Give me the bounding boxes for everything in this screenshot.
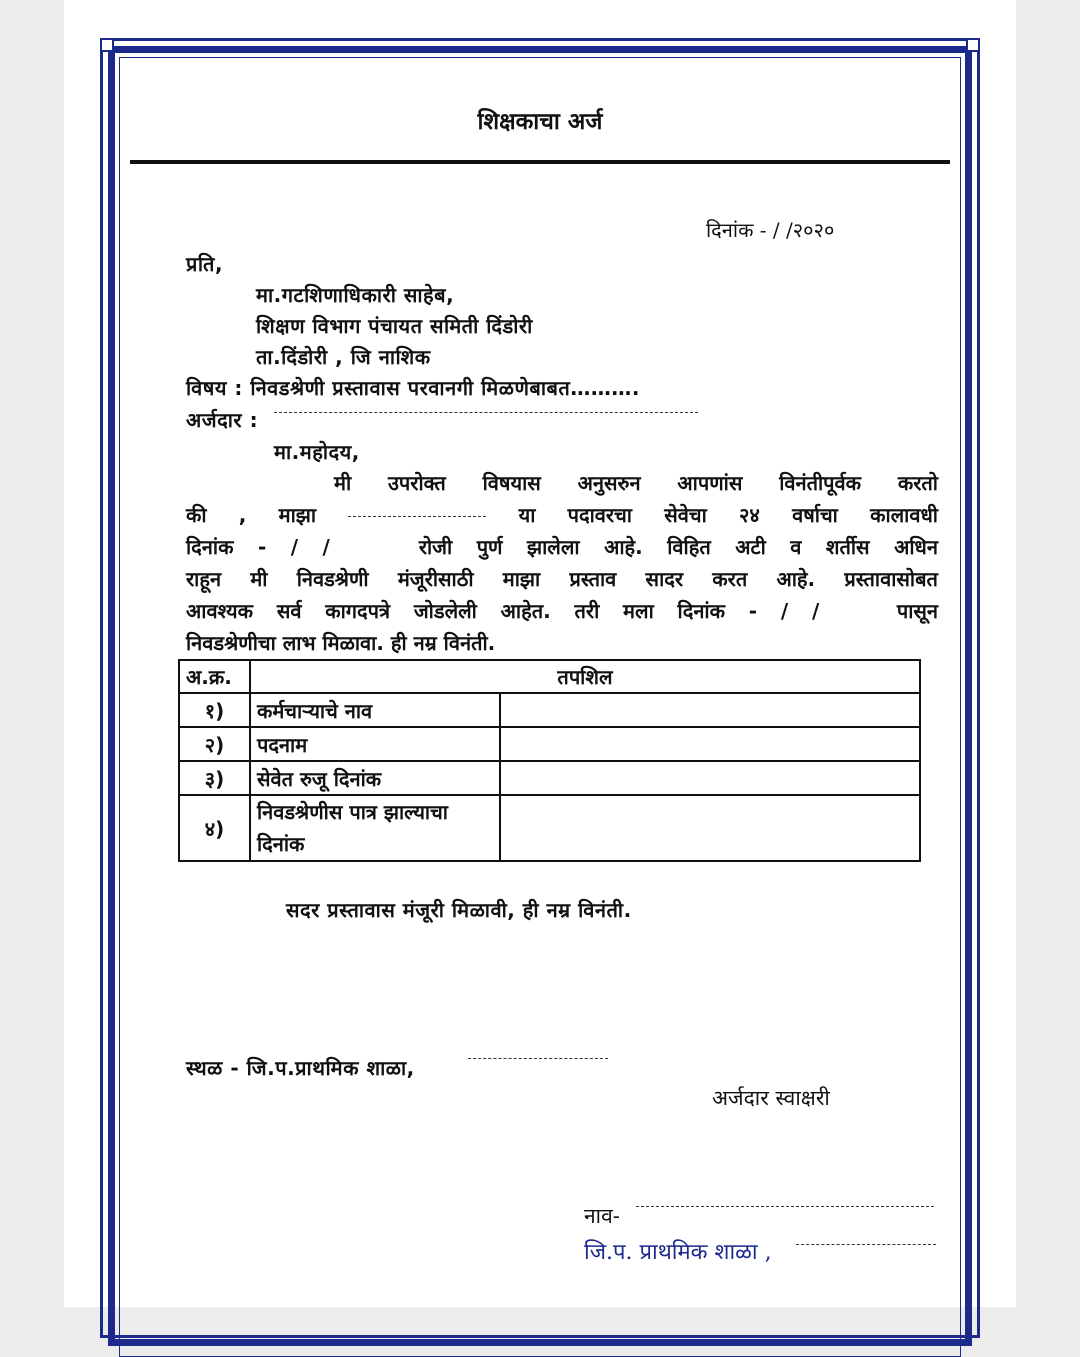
body-paragraph xyxy=(186,467,938,659)
row-value-field[interactable] xyxy=(500,693,920,727)
table-row xyxy=(179,727,920,761)
table-header-details: तपशिल xyxy=(250,660,920,693)
post-name-blank xyxy=(348,499,486,517)
applicant-label: अर्जदार : xyxy=(186,408,259,432)
row-number: १) xyxy=(179,693,250,727)
applicant-blank xyxy=(274,412,698,413)
body-line-1: मी उपरोक्त विषयास अनुसरुन आपणांस विनंतीपूर्वक करतो xyxy=(334,471,938,495)
recipient-line-2: शिक्षण विभाग पंचायत समिती दिंडोरी xyxy=(256,314,533,338)
table-row xyxy=(179,795,920,861)
greeting: मा.महोदय, xyxy=(274,440,360,464)
applicant-signature-label: अर्जदार स्वाक्षरी xyxy=(712,1086,830,1110)
row-label: निवडश्रेणीस पात्र झाल्याचा दिनांक xyxy=(250,795,500,861)
recipient-line-3: ता.दिंडोरी , जि नाशिक xyxy=(256,345,431,369)
row-label: पदनाम xyxy=(250,727,500,761)
recipient-line-1: मा.गटशिणाधिकारी साहेब, xyxy=(256,283,455,307)
date-line: दिनांक - / /२०२० xyxy=(706,218,835,242)
title-underline xyxy=(130,160,950,164)
school-name-blank xyxy=(796,1244,936,1245)
details-table xyxy=(178,659,921,862)
name-blank xyxy=(636,1206,934,1207)
table-row xyxy=(179,761,920,795)
row-number: २) xyxy=(179,727,250,761)
body-line-3: दिनांक - / / रोजी पुर्ण झालेला आहे. विहित अटी व शर्तीस अधिन xyxy=(186,535,938,559)
document-title: शिक्षकाचा अर्ज xyxy=(477,109,603,135)
row-value-field[interactable] xyxy=(500,727,920,761)
border-corner-top-left xyxy=(100,38,114,52)
body-line-5: आवश्यक सर्व कागदपत्रे जोडलेली आहेत. तरी मला दिनांक - / / पासून xyxy=(186,599,938,623)
row-number: ४) xyxy=(179,795,250,861)
salutation-to: प्रति, xyxy=(186,252,224,276)
body-line-2: की , माझा या पदावरचा सेवेचा २४ वर्षाचा कालावधी xyxy=(186,499,938,531)
body-line-6: निवडश्रेणीचा लाभ मिळावा. ही नम्र विनंती. xyxy=(186,631,496,655)
name-label: नाव- xyxy=(584,1204,620,1228)
row-label: सेवेत रुजू दिनांक xyxy=(250,761,500,795)
closing-request: सदर प्रस्तावास मंजूरी मिळावी, ही नम्र विनंती. xyxy=(286,898,632,922)
row-value-field[interactable] xyxy=(500,761,920,795)
row-label: कर्मचाऱ्याचे नाव xyxy=(250,693,500,727)
body-line-4: राहून मी निवडश्रेणी मंजूरीसाठी माझा प्रस्ताव सादर करत आहे. प्रस्तावासोबत xyxy=(186,567,938,591)
row-value-field[interactable] xyxy=(500,795,920,861)
subject-line: विषय : निवडश्रेणी प्रस्तावास परवानगी मिळणेबाबत………. xyxy=(186,376,640,400)
school-name-label: जि.प. प्राथमिक शाळा , xyxy=(584,1240,772,1265)
table-header-row xyxy=(179,660,920,693)
border-corner-top-right xyxy=(966,38,980,52)
place-label: स्थळ - जि.प.प्राथमिक शाळा, xyxy=(186,1056,415,1080)
table-row xyxy=(179,693,920,727)
table-header-serial: अ.क्र. xyxy=(179,660,250,693)
school-blank xyxy=(468,1058,608,1059)
row-number: ३) xyxy=(179,761,250,795)
